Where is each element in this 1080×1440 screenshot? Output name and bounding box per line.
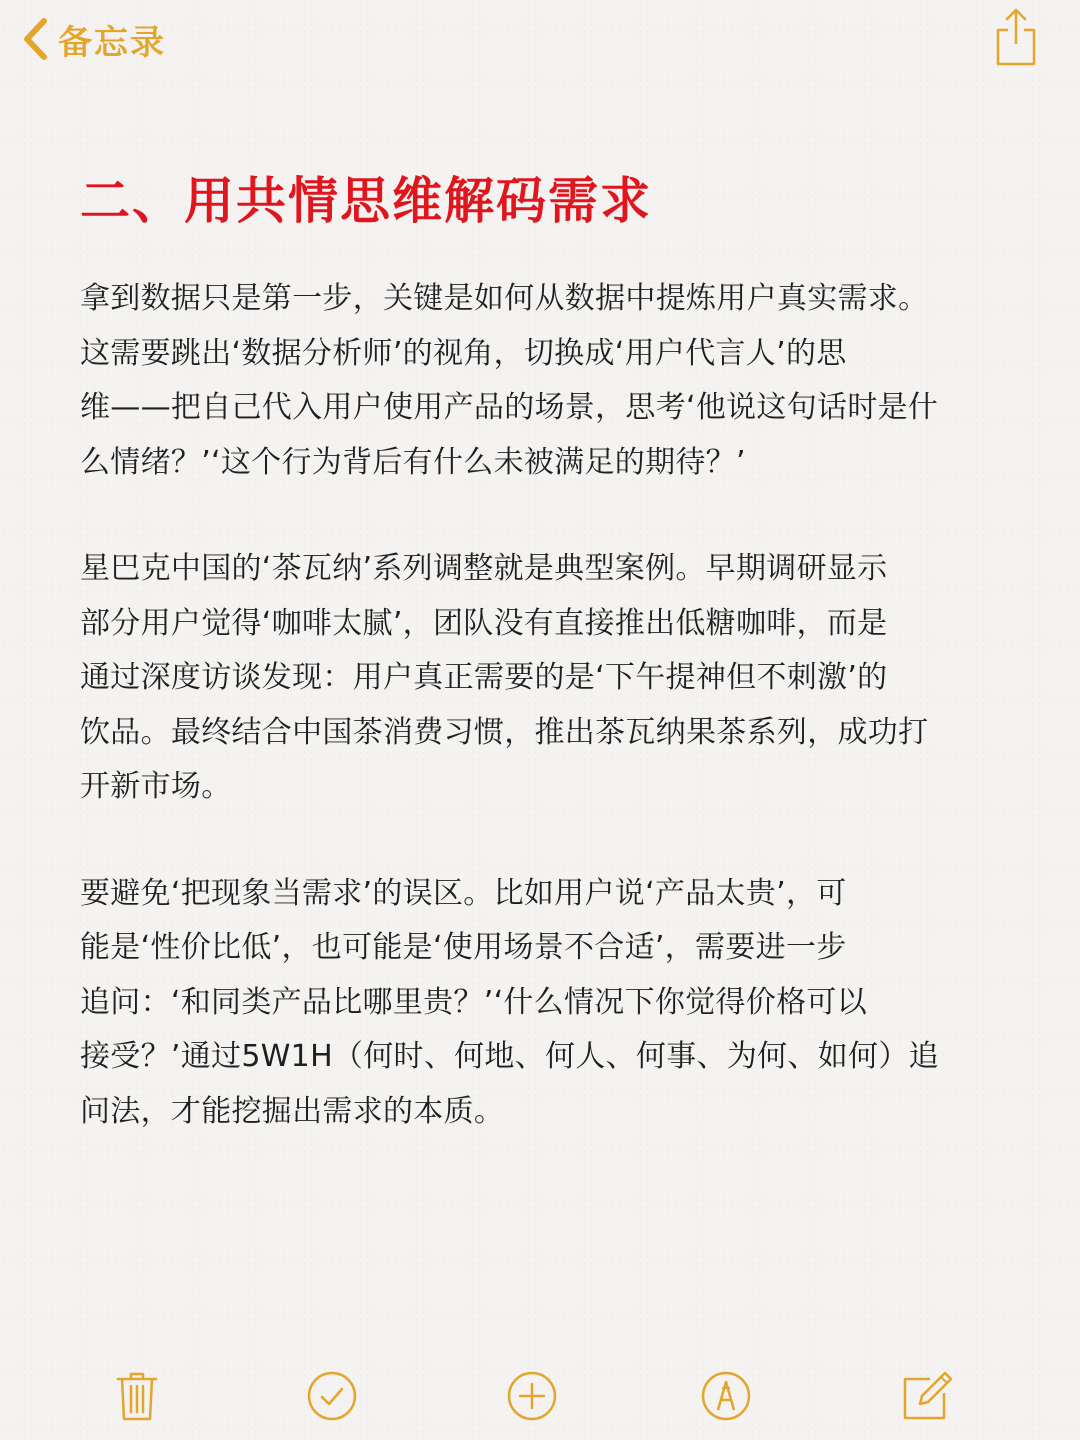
add-icon <box>506 1370 558 1422</box>
chevron-left-icon <box>22 17 48 61</box>
share-icon <box>994 6 1038 66</box>
bottom-toolbar <box>0 1350 1080 1440</box>
compose-button[interactable] <box>897 1366 957 1426</box>
add-button[interactable] <box>502 1366 562 1426</box>
back-button[interactable] <box>22 14 166 64</box>
back-label: 备忘录 <box>58 22 166 63</box>
share-button[interactable] <box>994 6 1038 66</box>
note-paragraph: 要避免‘把现象当需求’的误区。比如用户说‘产品太贵’，可 能是‘性价比低’，也可能是‘使用场景不合适’，需要进一步 追问：‘和同类产品比哪里贵？’‘什么情况下你觉得价格可以 接受？’通过5W1H（何时、何地、何人、何事、为何、如何）追 问法，才能挖掘出需求的本质。 <box>80 875 939 1129</box>
checklist-button[interactable] <box>302 1366 362 1426</box>
checklist-icon <box>306 1370 358 1422</box>
compose-icon <box>900 1369 954 1423</box>
markup-button[interactable] <box>696 1366 756 1426</box>
note-paragraph: 星巴克中国的‘茶瓦纳’系列调整就是典型案例。早期调研显示 部分用户觉得‘咖啡太腻’，团队没有直接推出低糖咖啡，而是 通过深度访谈发现：用户真正需要的是‘下午提神但不刺激’的 饮品。最终结合中国茶消费习惯，推出茶瓦纳果茶系列，成功打 开新市场。 <box>80 551 929 804</box>
top-navigation-bar <box>0 0 1080 80</box>
trash-icon <box>115 1370 159 1422</box>
note-paragraph: 拿到数据只是第一步，关键是如何从数据中提炼用户真实需求。 这需要跳出‘数据分析师’的视角，切换成‘用户代言人’的思 维——把自己代入用户使用产品的场景，思考‘他说这句话时是什 么情绪？’‘这个行为背后有什么未被满足的期待？’ <box>80 281 939 480</box>
note-heading: 二、用共情思维解码需求 <box>80 172 652 230</box>
delete-button[interactable] <box>107 1366 167 1426</box>
markup-icon <box>700 1370 752 1422</box>
note-body[interactable] <box>80 168 1010 1191</box>
